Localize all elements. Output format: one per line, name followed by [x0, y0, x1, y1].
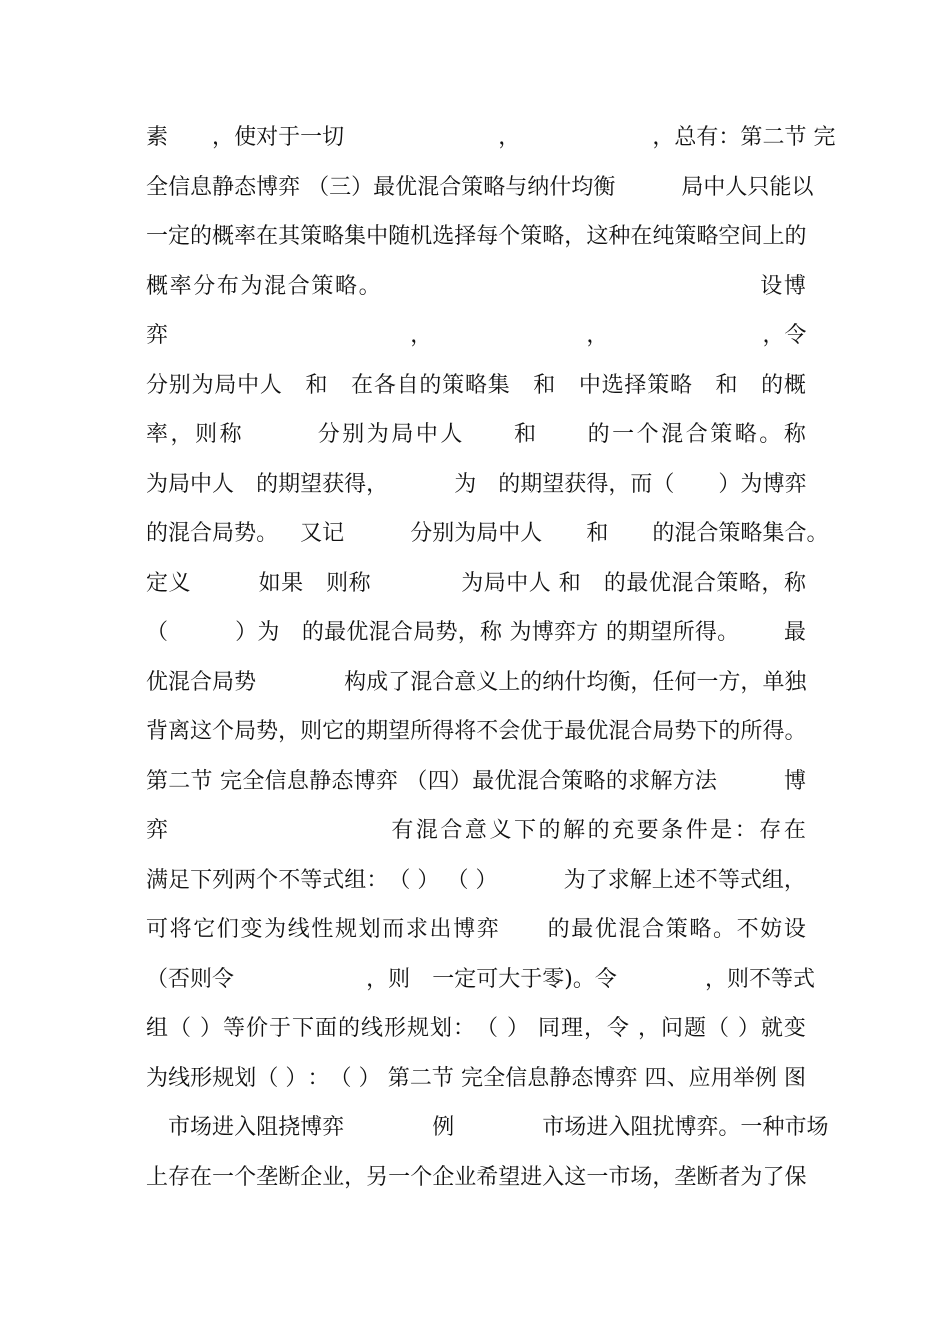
text-line: 率 ， 则 称 分 别 为 局 中 人 和 的 一 个 混 合 策 略 。 称 [146, 422, 806, 447]
text-line: 可 将 它 们 变 为 线 性 规 划 而 求 出 博 弈 的 最 优 混 合 策 略 。 不 妨 设 [146, 917, 806, 942]
text-line: 一 定 的 概 率 在 其 策 略 集 中 随 机 选 择 每 个 策 略 ， 这 种 在 纯 策 略 空 间 上 的 [146, 224, 807, 249]
text-line: 概 率 分 布 为 混 合 策 略 。 设 博 [146, 273, 806, 299]
text-line: 为 局 中 人 的 期 望 获 得 ， 为 的 期 望 获 得 ， 而 （ ） 为 博 弈 [146, 471, 807, 497]
text-line: （ 否 则 令 ， 则 一 定 可 大 于 零 ) 。 令 ， 则 不 等 式 [146, 966, 816, 992]
text-line: 背 离 这 个 局 势 ， 则 它 的 期 望 所 得 将 不 会 优 于 最 优 混 合 局 势 下 的 所 得 。 [146, 719, 807, 744]
body-text [146, 113, 836, 1202]
text-line: 组 （ ） 等 价 于 下 面 的 线 形 规 划 ： （ ） 同 理 ， 令 ， 问 题 （ ） 就 变 [146, 1016, 806, 1041]
text-line: 优 混 合 局 势 构 成 了 混 合 意 义 上 的 纳 什 均 衡 ， 任 何 一 方 ， 单 独 [146, 669, 807, 695]
text-line: 分 别 为 局 中 人 和 在 各 自 的 策 略 集 和 中 选 择 策 略 和 的 概 [146, 372, 806, 398]
text-line: 满 足 下 列 两 个 不 等 式 组 ： （ ） （ ） 为 了 求 解 上 述 不 等 式 组 ， [146, 867, 806, 893]
text-line: 市 场 进 入 阻 挠 博 弈 例 市 场 进 入 阻 扰 博 弈 。 一 种 市 场 [168, 1115, 829, 1140]
text-line: 弈 有 混 合 意 义 下 的 解 的 充 要 条 件 是 ： 存 在 [146, 818, 806, 843]
text-line: 上 存 在 一 个 垄 断 企 业 ， 另 一 个 企 业 希 望 进 入 这 一 市 场 ， 垄 断 者 为 了 保 [146, 1164, 807, 1190]
text-line: 的 混 合 局 势 。 又 记 分 别 为 局 中 人 和 的 混 合 策 略 集 合 。 [146, 521, 829, 546]
text-line: （ ） 为 的 最 优 混 合 局 势 ， 称 为 博 弈 方 的 期 望 所 得 。 最 [146, 620, 806, 645]
text-line: 弈 ， ， ， 令 [146, 323, 807, 348]
text-line: 定 义 如 果 则 称 为 局 中 人 和 的 最 优 混 合 策 略 ， 称 [146, 570, 806, 596]
text-line: 为 线 形 规 划 （ ） ： （ ） 第 二 节 完 全 信 息 静 态 博 弈 四 、 应 用 举 例 图 [146, 1065, 806, 1091]
text-line: 全 信 息 静 态 博 弈 （ 三 ） 最 优 混 合 策 略 与 纳 什 均 衡 局 中 人 只 能 以 [146, 174, 814, 200]
text-line: 第 二 节 完 全 信 息 静 态 博 弈 （ 四 ） 最 优 混 合 策 略 的 求 解 方 法 博 [146, 768, 806, 794]
text-line: 素 ， 使 对 于 一 切 ， ， 总 有 ： 第 二 节 完 [146, 125, 836, 150]
